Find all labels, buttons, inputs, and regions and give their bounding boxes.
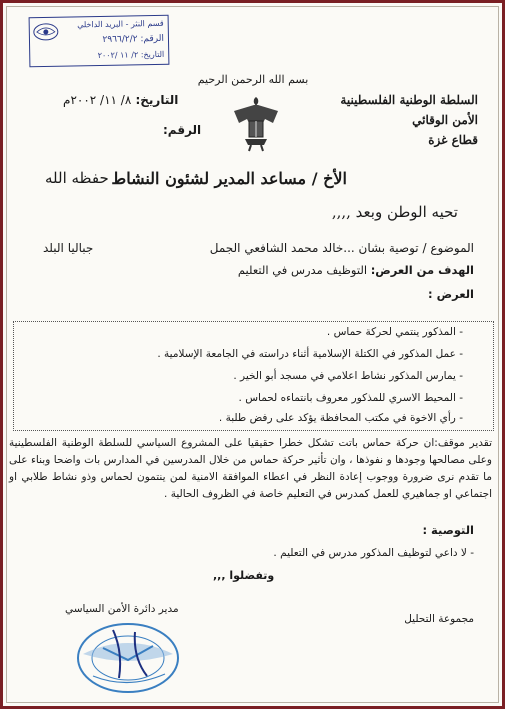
stamp-line-2: الرقم: ٢٩٦٦/٢/٢ [102, 33, 165, 45]
received-stamp [29, 15, 170, 67]
list-item: - رأي الاخوة في مكتب المحافظة يؤكد على رفض طلبة . [218, 412, 463, 424]
recommendation-text: - لا داعي لتوظيف المذكور مدرس في التعليم . [273, 547, 474, 559]
department-name: الأمن الوقائي [412, 113, 478, 127]
signature-right: مجموعة التحليل [404, 613, 474, 625]
stamp-line-1: قسم النثر - البريد الداخلي [77, 18, 164, 30]
subject-line: الموضوع / توصية بشان ...خالد محمد الشافعي الجمل [209, 241, 474, 255]
purpose-value: التوظيف مدرس في التعليم [237, 263, 368, 277]
list-item: - المحيط الاسري للمذكور معروف بانتماءه لحماس . [238, 392, 463, 404]
authority-name: السلطة الوطنية الفلسطينية [340, 93, 478, 107]
points-box [13, 321, 494, 431]
date-value: ٨/ ١١/ ٢٠٠٢م [63, 93, 132, 107]
list-item: - عمل المذكور في الكتلة الإسلامية أثناء دراسته في الجامعة الإسلامية . [157, 348, 463, 360]
official-seal-icon [73, 618, 183, 696]
date-label: التاريخ [140, 93, 179, 107]
honorific: حفظه الله [45, 169, 109, 187]
subject-place: جباليا البلد [43, 241, 94, 255]
signature-left: مدير دائرة الأمن السياسي [65, 603, 179, 615]
list-item: - يمارس المذكور نشاط اعلامي في مسجد أبو الخير . [233, 370, 463, 382]
emblem-icon [33, 22, 59, 42]
date-line: التاريخ: ٨/ ١١/ ٢٠٠٢م [63, 93, 179, 107]
purpose-label: الهدف من العرض: [370, 263, 474, 277]
recommendation-label: التوصية : [422, 523, 474, 537]
basmala: بسم الله الرحمن الرحيم [197, 73, 309, 86]
stamp-line-3: التاريخ: ٢/ ١١ /٢٠٠٢ [97, 49, 165, 61]
assessment-paragraph: تقدير موقف:ان حركة حماس باتت تشكل خطرا حقيقيا على المشروع السياسي للسلطة الوطنية الفلسطينية وعلى مصالحها وجودها و نفوذها ، وان تأثير حركة حماس من خلال المدرسين في المدارس بات واضحا وبناء على ما تقدم نرى ضرورة ووجوب إعادة النظر في اعطاء الموافقة الامنية لمن ينتمون لحماس وذو نشاط طلابي او اجتماعي او جماهيري للعمل كمدرس في التعليم خاصة في الظروف الحالية . [9, 437, 492, 500]
closing: وتفضلوا ,,, [213, 569, 275, 582]
presentation-label: العرض : [428, 287, 474, 301]
addressee: الأخ / مساعد المدير لشئون النشاط [111, 169, 347, 188]
purpose-line [238, 263, 474, 277]
eagle-emblem-icon [229, 93, 284, 153]
list-item: - المذكور ينتمي لحركة حماس . [326, 326, 463, 338]
region-name: قطاع غزة [428, 133, 478, 147]
greeting: تحيه الوطن وبعد ,,,, [331, 203, 458, 221]
ref-label: الرقم: [163, 123, 202, 137]
